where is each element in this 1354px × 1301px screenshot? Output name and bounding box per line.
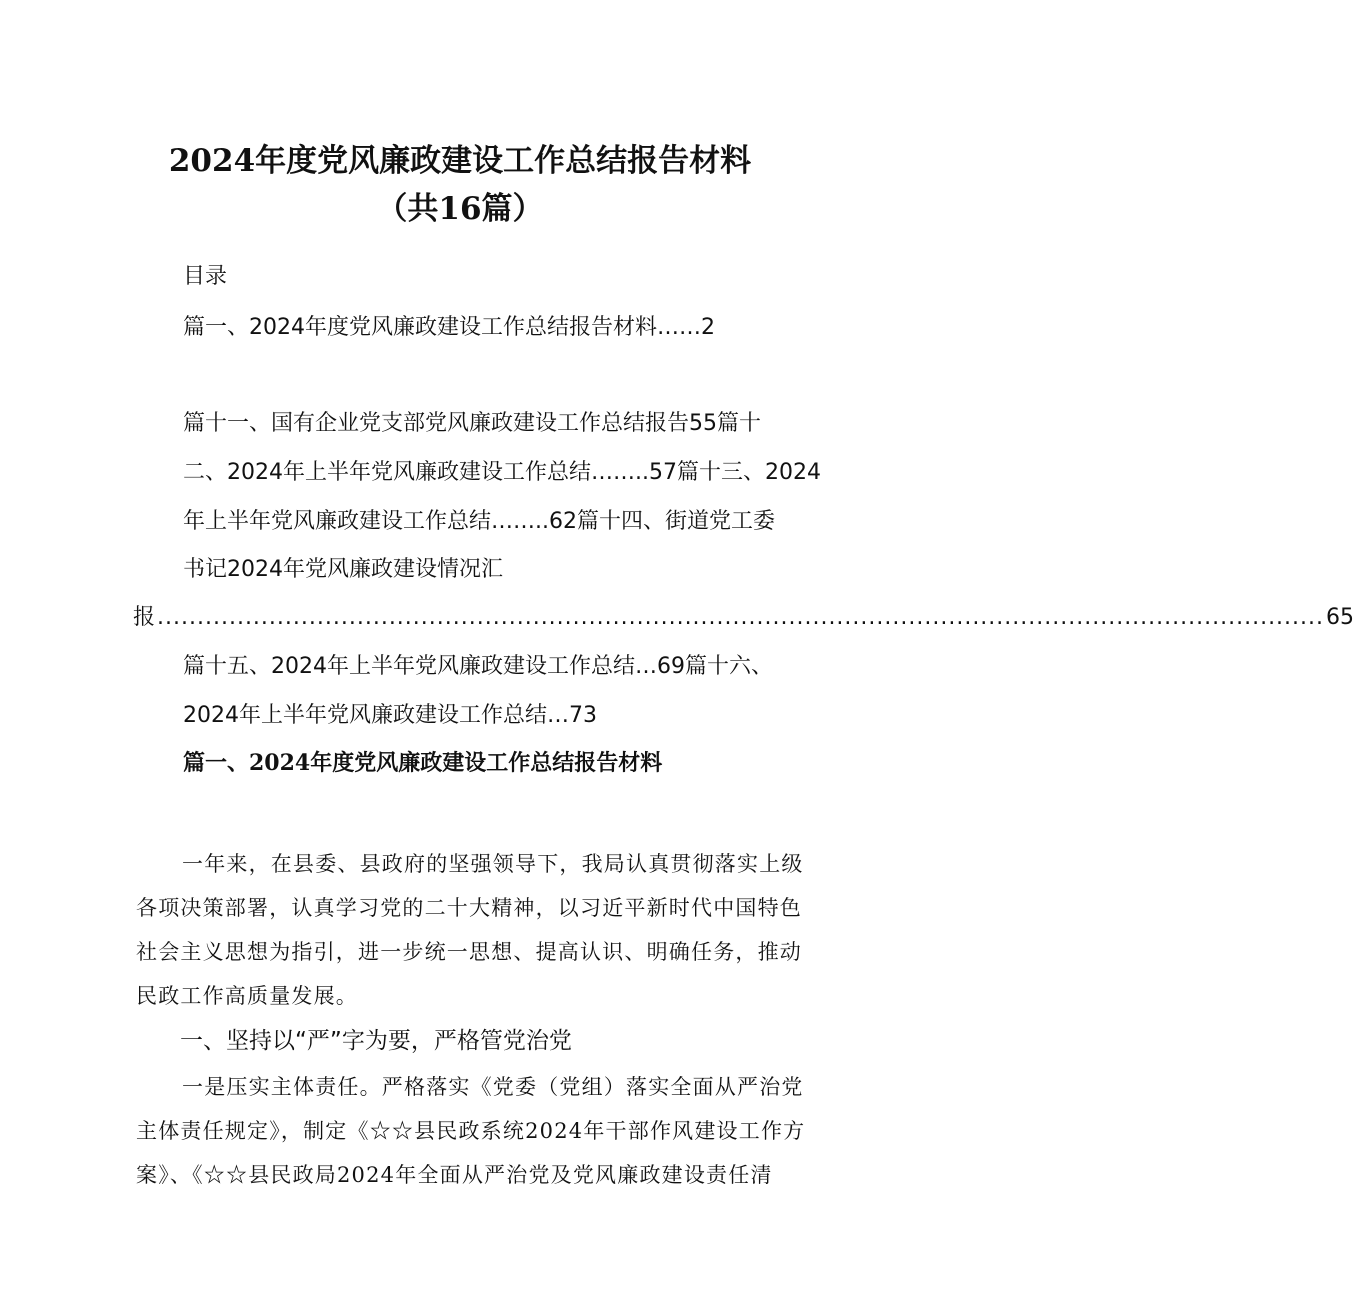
toc-leader-dots: .................................................................................................................................................. xyxy=(157,605,1325,630)
toc-fill-text: 报 xyxy=(133,605,156,630)
section-heading: 一、坚持以“严”字为要，严格管党治党 xyxy=(180,1028,572,1054)
toc-line: 书记2024年党风廉政建设情况汇 xyxy=(183,557,503,582)
article-heading: 篇一、2024年度党风廉政建设工作总结报告材料 xyxy=(183,750,663,776)
paragraph-line: 民政工作高质量发展。 xyxy=(136,984,358,1008)
paragraph-line: 案》、《☆☆县民政局2024年全面从严治党及党风廉政建设责任清 xyxy=(136,1163,773,1187)
toc-heading: 目录 xyxy=(183,264,228,289)
toc-line: 年上半年党风廉政建设工作总结……..62篇十四、街道党工委 xyxy=(183,509,775,534)
toc-line: 2024年上半年党风廉政建设工作总结…73 xyxy=(183,703,597,728)
toc-line: 篇一、2024年度党风廉政建设工作总结报告材料……2 xyxy=(183,315,715,340)
paragraph-line: 主体责任规定》，制定《☆☆县民政系统2024年干部作风建设工作方 xyxy=(136,1119,806,1143)
document-title-line-2: （共16篇） xyxy=(376,191,544,227)
toc-page-number: 65 xyxy=(1326,605,1354,630)
toc-line: 二、2024年上半年党风廉政建设工作总结……..57篇十三、2024 xyxy=(183,460,821,485)
paragraph-line: 一是压实主体责任。严格落实《党委（党组）落实全面从严治党 xyxy=(182,1075,804,1099)
toc-fill-line xyxy=(133,605,1354,630)
document-title-line-1: 2024年度党风廉政建设工作总结报告材料 xyxy=(168,143,752,179)
paragraph-line: 一年来，在县委、县政府的坚强领导下，我局认真贯彻落实上级 xyxy=(182,852,804,876)
toc-line: 篇十五、2024年上半年党风廉政建设工作总结…69篇十六、 xyxy=(183,654,773,679)
paragraph-line: 各项决策部署，认真学习党的二十大精神，以习近平新时代中国特色 xyxy=(136,896,802,920)
toc-line: 篇十一、国有企业党支部党风廉政建设工作总结报告55篇十 xyxy=(183,411,761,436)
paragraph-line: 社会主义思想为指引，进一步统一思想、提高认识、明确任务，推动 xyxy=(136,940,802,964)
